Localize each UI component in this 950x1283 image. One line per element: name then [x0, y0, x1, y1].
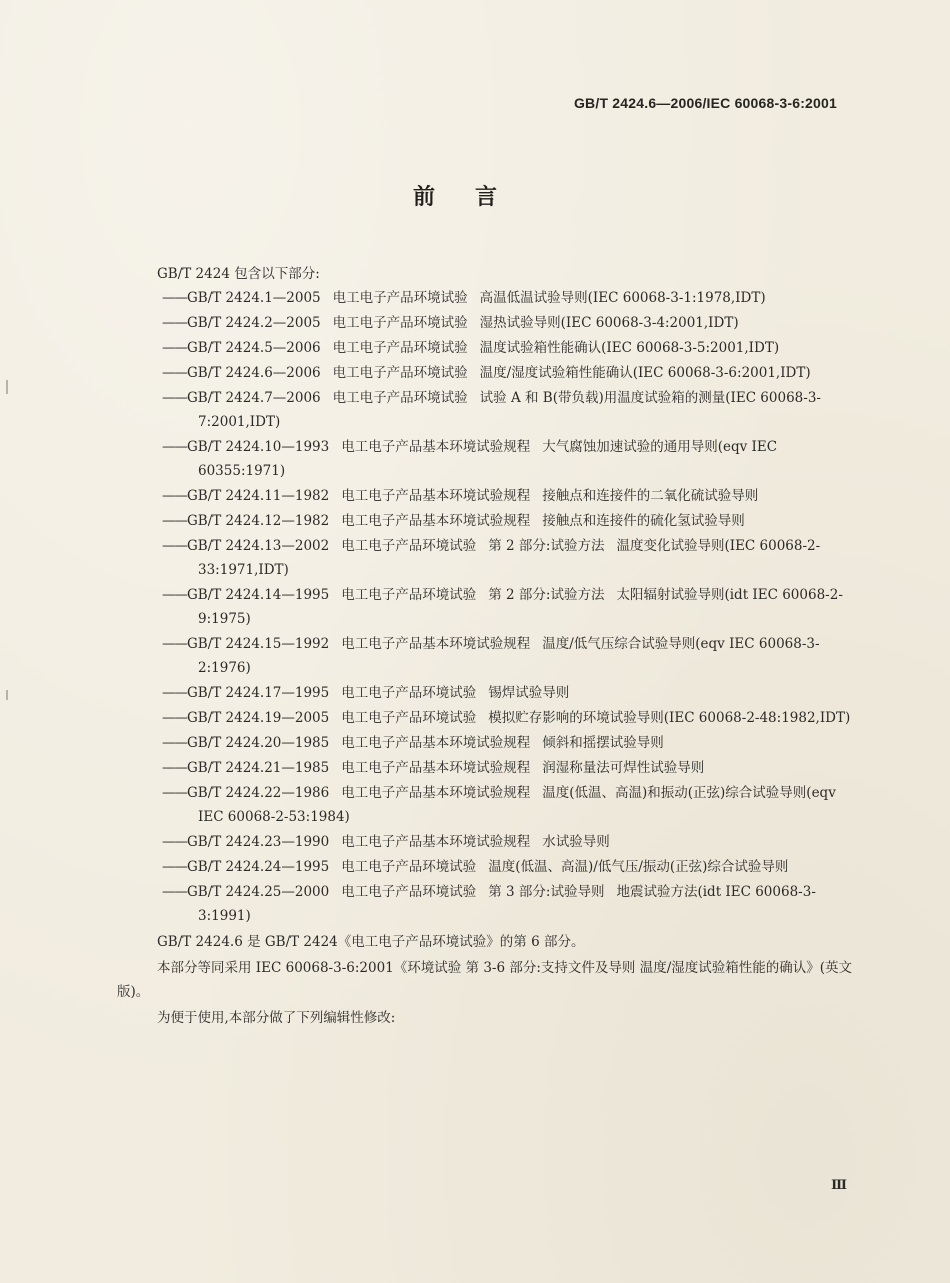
standard-category: 电工电子产品基本环境试验规程: [341, 636, 531, 652]
standard-entry: [162, 731, 857, 755]
entry-dash: ——: [162, 315, 187, 331]
standard-code: GB/T 2424.24—1995: [187, 859, 330, 875]
standard-code: GB/T 2424.20—1985: [187, 735, 330, 751]
standard-title: 温度(低温、高温)和振动(正弦)综合试验导则(eqv IEC 60068-2-53:1984): [198, 785, 836, 825]
body-paragraph: 为便于使用,本部分做了下列编辑性修改:: [157, 1010, 396, 1026]
standard-entry: [162, 830, 857, 854]
entry-dash: ——: [162, 636, 187, 652]
standard-entry: [162, 336, 857, 360]
entry-dash: ——: [162, 884, 187, 900]
entry-dash: ——: [162, 439, 187, 455]
standard-code: GB/T 2424.15—1992: [187, 636, 330, 652]
standard-title: 地震试验方法(idt IEC 60068-3-3:1991): [198, 884, 816, 924]
entry-dash: ——: [162, 365, 187, 381]
standard-entry: [162, 286, 857, 310]
standard-subtitle: 第 2 部分:试验方法: [488, 538, 605, 554]
entry-dash: ——: [162, 390, 187, 406]
standard-title: 湿热试验导则(IEC 60068-3-4:2001,IDT): [479, 315, 739, 331]
standard-code: GB/T 2424.11—1982: [187, 488, 330, 504]
standard-category: 电工电子产品基本环境试验规程: [341, 735, 531, 751]
standard-category: 电工电子产品环境试验: [341, 710, 477, 726]
standard-code: GB/T 2424.25—2000: [187, 884, 330, 900]
entry-dash: ——: [162, 859, 187, 875]
standard-entry: [162, 435, 857, 483]
standard-entry: [162, 311, 857, 335]
standard-category: 电工电子产品环境试验: [341, 859, 477, 875]
standard-entry: [162, 880, 857, 928]
standard-entry: [162, 386, 857, 434]
standard-subtitle: 第 2 部分:试验方法: [488, 587, 605, 603]
standard-title: 锡焊试验导则: [488, 685, 570, 701]
standard-title: 太阳辐射试验导则(idt IEC 60068-2-9:1975): [198, 587, 843, 627]
standard-category: 电工电子产品基本环境试验规程: [341, 439, 531, 455]
entry-dash: ——: [162, 488, 187, 504]
standard-category: 电工电子产品基本环境试验规程: [341, 834, 531, 850]
standard-category: 电工电子产品环境试验: [332, 290, 468, 306]
entry-dash: ——: [162, 340, 187, 356]
scan-mark: [6, 690, 8, 700]
standard-title: 温度/湿度试验箱性能确认(IEC 60068-3-6:2001,IDT): [479, 365, 811, 381]
standard-code-header: GB/T 2424.6—2006/IEC 60068-3-6:2001: [573, 95, 837, 111]
body-paragraph: GB/T 2424.6 是 GB/T 2424《电工电子产品环境试验》的第 6 部分。: [157, 934, 585, 950]
standard-code: GB/T 2424.22—1986: [187, 785, 330, 801]
standard-category: 电工电子产品环境试验: [341, 685, 477, 701]
standard-entry: [162, 855, 857, 879]
standard-title: 接触点和连接件的二氧化硫试验导则: [542, 488, 759, 504]
standard-title: 润湿称量法可焊性试验导则: [542, 760, 705, 776]
standard-category: 电工电子产品环境试验: [332, 365, 468, 381]
standard-title: 温度(低温、高温)/低气压/振动(正弦)综合试验导则: [488, 859, 789, 875]
standard-category: 电工电子产品基本环境试验规程: [341, 488, 531, 504]
standard-category: 电工电子产品环境试验: [341, 884, 477, 900]
standard-entry: [162, 509, 857, 533]
standard-code: GB/T 2424.6—2006: [187, 365, 321, 381]
entry-dash: ——: [162, 587, 187, 603]
standard-entry: [162, 583, 857, 631]
page-number: Ⅲ: [831, 1178, 847, 1193]
standard-category: 电工电子产品环境试验: [341, 538, 477, 554]
standard-title: 温度试验箱性能确认(IEC 60068-3-5:2001,IDT): [479, 340, 780, 356]
standard-category: 电工电子产品环境试验: [332, 315, 468, 331]
standard-code: GB/T 2424.21—1985: [187, 760, 330, 776]
standard-code: GB/T 2424.19—2005: [187, 710, 330, 726]
standard-category: 电工电子产品环境试验: [341, 587, 477, 603]
standard-category: 电工电子产品基本环境试验规程: [341, 760, 531, 776]
standard-title: 接触点和连接件的硫化氢试验导则: [542, 513, 745, 529]
standard-category: 电工电子产品环境试验: [332, 390, 468, 406]
standard-category: 电工电子产品基本环境试验规程: [341, 785, 531, 801]
entry-dash: ——: [162, 735, 187, 751]
standard-title: 水试验导则: [542, 834, 610, 850]
body-paragraphs: [117, 930, 857, 1030]
standard-entry: [162, 756, 857, 780]
standard-code: GB/T 2424.7—2006: [187, 390, 321, 406]
document-body: [117, 262, 857, 1030]
standard-title: 高温低温试验导则(IEC 60068-3-1:1978,IDT): [479, 290, 766, 306]
standard-entry: [162, 534, 857, 582]
standard-code: GB/T 2424.10—1993: [187, 439, 330, 455]
scan-mark: [6, 380, 8, 394]
standard-title: 试验 A 和 B(带负载)用温度试验箱的测量(IEC 60068-3-7:2001,IDT): [198, 390, 821, 430]
standard-title: 模拟贮存影响的环境试验导则(IEC 60068-2-48:1982,IDT): [488, 710, 851, 726]
standard-code: GB/T 2424.17—1995: [187, 685, 330, 701]
body-paragraph: 本部分等同采用 IEC 60068-3-6:2001《环境试验 第 3-6 部分:支持文件及导则 温度/湿度试验箱性能的确认》(英文版)。: [117, 960, 853, 1000]
intro-line: GB/T 2424 包含以下部分:: [157, 266, 320, 282]
entry-dash: ——: [162, 290, 187, 306]
entry-dash: ——: [162, 538, 187, 554]
standard-category: 电工电子产品基本环境试验规程: [341, 513, 531, 529]
standard-code: GB/T 2424.23—1990: [187, 834, 330, 850]
standard-code: GB/T 2424.1—2005: [187, 290, 321, 306]
standard-code: GB/T 2424.5—2006: [187, 340, 321, 356]
entry-dash: ——: [162, 760, 187, 776]
standard-code: GB/T 2424.2—2005: [187, 315, 321, 331]
entry-dash: ——: [162, 710, 187, 726]
standard-entry: [162, 681, 857, 705]
entry-dash: ——: [162, 785, 187, 801]
standard-code: GB/T 2424.13—2002: [187, 538, 330, 554]
standard-entry: [162, 706, 857, 730]
standard-subtitle: 第 3 部分:试验导则: [488, 884, 605, 900]
standard-entry: [162, 632, 857, 680]
entry-dash: ——: [162, 685, 187, 701]
entry-dash: ——: [162, 513, 187, 529]
standard-title: 温度/低气压综合试验导则(eqv IEC 60068-3-2:1976): [198, 636, 820, 676]
entry-dash: ——: [162, 834, 187, 850]
standard-code: GB/T 2424.12—1982: [187, 513, 330, 529]
standard-entry: [162, 484, 857, 508]
standard-title: 倾斜和摇摆试验导则: [542, 735, 664, 751]
standard-code: GB/T 2424.14—1995: [187, 587, 330, 603]
standard-category: 电工电子产品环境试验: [332, 340, 468, 356]
standard-entry: [162, 361, 857, 385]
page-title: 前言: [412, 185, 537, 210]
standards-list: [117, 286, 857, 928]
standard-title: 大气腐蚀加速试验的通用导则(eqv IEC 60355:1971): [198, 439, 778, 479]
standard-entry: [162, 781, 857, 829]
standard-title: 温度变化试验导则(IEC 60068-2-33:1971,IDT): [198, 538, 821, 578]
